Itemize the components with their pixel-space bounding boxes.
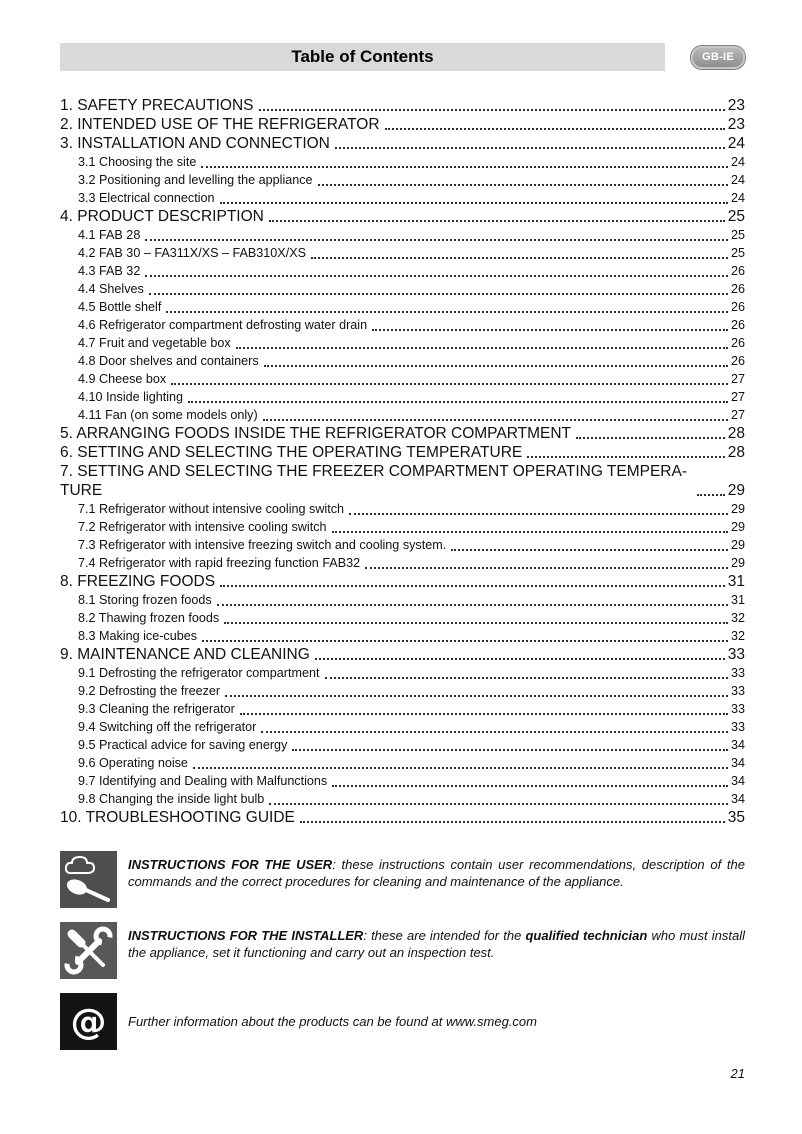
toc-entry-page: 24 [730,191,745,205]
toc-entry-page: 33 [730,702,745,716]
toc-entry-title [60,115,380,134]
toc-entry[interactable] [60,790,745,808]
toc-dot-leader [332,531,728,533]
toc-entry-title [78,334,231,352]
toc-entry[interactable] [60,334,745,352]
toc-entry[interactable] [60,207,745,226]
toc-dot-leader [697,494,725,496]
toc-dot-leader [269,220,725,222]
page-number: 21 [730,1066,745,1081]
toc-entry-title [78,609,219,627]
toc-entry[interactable] [60,298,745,316]
toc-entry-page: 27 [730,390,745,404]
toc-dot-leader [385,128,725,130]
toc-entry[interactable] [60,536,745,554]
toc-entry-number: 9.4 [78,720,96,734]
toc-entry-page: 25 [730,246,745,260]
toc-entry-label: Storing frozen foods [99,593,212,607]
toc-entry-title [78,772,327,790]
toc-entry-page: 29 [727,482,745,499]
toc-entry-number: 7.1 [78,502,96,516]
toc-dot-leader [264,365,728,367]
toc-entry-title [78,518,327,536]
toc-dot-leader [220,202,728,204]
toc-entry-page: 24 [730,173,745,187]
toc-dot-leader [325,677,728,679]
toc-entry-number: 2. [60,116,73,133]
toc-entry-title [78,627,197,645]
svg-text:@: @ [70,1002,107,1043]
toc-entry[interactable] [60,518,745,536]
toc-entry-page: 23 [727,97,745,114]
toc-entry-page: 26 [730,264,745,278]
toc-entry-number: 7.3 [78,538,96,552]
toc-dot-leader [236,347,728,349]
note-installer-body-2: who must install the appliance, set it functioning and carry out an inspection test. [128,928,746,960]
toc-entry-page: 26 [730,300,745,314]
note-user-text [128,851,745,908]
note-further-information [60,993,745,1050]
toc-entry-page: 29 [730,502,745,516]
toc-entry-label: Refrigerator with intensive freezing switch and cooling system. [99,538,447,552]
toc-entry-title [78,664,320,682]
toc-dot-leader [220,585,725,587]
toc-entry-number: 4.7 [78,336,96,350]
toc-entry-label: Defrosting the freezer [99,684,221,698]
toc-entry-label: SAFETY PRECAUTIONS [77,97,254,114]
toc-entry-label: Positioning and levelling the appliance [99,173,313,187]
toc-entry-title [78,153,196,171]
toc-entry-label: PRODUCT DESCRIPTION [77,208,264,225]
toc-entry[interactable] [60,772,745,790]
toc-entry-title [78,171,313,189]
toc-entry[interactable] [60,808,745,827]
toc-entry[interactable] [60,244,745,262]
toc-entry-number: 4.6 [78,318,96,332]
toc-entry-number: 4.11 [78,408,102,422]
toc-entry-number: 9.6 [78,756,96,770]
toc-entry-number: 4.3 [78,264,96,278]
toc-entry-number: 4. [60,208,73,225]
note-installer-body-1: : these are intended for the [363,928,526,943]
toc-entry-number: 4.5 [78,300,96,314]
toc-entry-title [78,189,215,207]
toc-list [60,96,745,827]
toc-entry-number: 9.8 [78,792,96,806]
toc-entry[interactable] [60,664,745,682]
toc-entry-number: 8.2 [78,611,96,625]
toc-entry-page: 27 [730,408,745,422]
toc-entry-page: 27 [730,372,745,386]
toc-entry[interactable] [60,500,745,518]
toc-entry-label: Cheese box [99,372,167,386]
toc-entry[interactable] [60,736,745,754]
toc-entry[interactable] [60,682,745,700]
toc-entry-label: Switching off the refrigerator [99,720,257,734]
at-icon [60,993,117,1050]
toc-entry-number: 4.4 [78,282,96,296]
note-user-instructions [60,851,745,908]
toc-entry-number: 9.7 [78,774,96,788]
toc-entry-number: 3. [60,135,73,152]
toc-dot-leader [292,749,728,751]
toc-entry-label: Cleaning the refrigerator [99,702,235,716]
toc-entry-title [78,244,306,262]
toc-entry[interactable] [60,627,745,645]
toc-entry-page: 33 [730,684,745,698]
toc-entry-label: MAINTENANCE AND CLEANING [77,646,310,663]
toc-entry-label: Making ice-cubes [99,629,198,643]
notes-section [60,851,745,1050]
toc-entry-label: Thawing frozen foods [98,611,220,625]
toc-entry-number: 4.9 [78,372,96,386]
toc-dot-leader [315,658,725,660]
toc-entry-number: 1. [60,97,73,114]
toc-entry-page: 25 [730,228,745,242]
toc-entry-title [78,536,446,554]
toc-dot-leader [300,821,725,823]
toc-entry[interactable] [60,609,745,627]
toc-entry-number: 4.8 [78,354,96,368]
toc-entry[interactable] [60,754,745,772]
toc-entry-number: 4.1 [78,228,96,242]
toc-dot-leader [224,622,728,624]
toc-entry-title [78,718,256,736]
toc-entry-number: 8.3 [78,629,96,643]
toc-entry[interactable] [60,388,745,406]
toc-entry-title [60,96,254,115]
toc-entry-label: Inside lighting [106,390,184,404]
toc-entry-label: Fan (on some models only) [105,408,258,422]
toc-entry-label: SETTING AND SELECTING THE FREEZER COMPARTMENT OPERATING TEMPERATURE [60,463,688,499]
note-installer-heading: INSTRUCTIONS FOR THE INSTALLER [128,928,364,943]
toc-entry[interactable] [60,718,745,736]
toc-entry-title [78,298,161,316]
toc-entry-label: Defrosting the refrigerator compartment [99,666,320,680]
toc-dot-leader [201,166,728,168]
toc-entry-number: 9.5 [78,738,96,752]
toc-dot-leader [527,456,725,458]
toc-entry[interactable] [60,171,745,189]
toc-dot-leader [365,567,728,569]
toc-entry-number: 8. [60,573,73,590]
toc-entry[interactable] [60,96,745,115]
toc-entry[interactable] [60,424,745,443]
toc-entry-page: 26 [730,354,745,368]
toc-entry-page: 32 [730,629,745,643]
toc-entry-page: 23 [727,116,745,133]
toc-entry[interactable] [60,115,745,134]
toc-entry[interactable] [60,153,745,171]
toc-entry-page: 34 [730,738,745,752]
toc-entry-label: Identifying and Dealing with Malfunctions [99,774,328,788]
toc-dot-leader [188,401,728,403]
toc-entry-page: 31 [727,573,745,590]
toc-entry-number: 10. [60,809,82,826]
toc-entry[interactable] [60,443,745,462]
toc-entry-number: 4.2 [78,246,96,260]
note-user-heading: INSTRUCTIONS FOR THE USER [128,857,333,872]
toc-entry-label: Refrigerator with rapid freezing function FAB32 [99,556,361,570]
toc-entry-title [78,316,367,334]
toc-entry-label: Bottle shelf [99,300,162,314]
toc-entry-number: 9.3 [78,702,96,716]
toc-entry-title [78,280,144,298]
toc-entry-title [78,406,258,424]
toc-entry-number: 7.4 [78,556,96,570]
toc-entry[interactable] [60,134,745,153]
toc-entry[interactable] [60,591,745,609]
toc-entry[interactable] [60,262,745,280]
toc-entry-label: ARRANGING FOODS INSIDE THE REFRIGERATOR COMPARTMENT [76,425,571,442]
toc-dot-leader [311,257,728,259]
toc-entry-number: 9.1 [78,666,96,680]
toc-entry-label: SETTING AND SELECTING THE OPERATING TEMPERATURE [77,444,523,461]
toc-entry-page: 24 [730,155,745,169]
page-title: Table of Contents [291,47,434,66]
toc-dot-leader [263,419,728,421]
toc-entry[interactable] [60,462,745,500]
note-installer-emphasis: qualified technician [525,928,648,943]
toc-entry[interactable] [60,406,745,424]
toc-entry[interactable] [60,572,745,591]
toc-entry-title [78,370,166,388]
toc-entry-page: 33 [727,646,745,663]
toc-entry-label: Choosing the site [99,155,197,169]
toc-dot-leader [166,311,728,313]
toc-entry-label: FREEZING FOODS [77,573,216,590]
toc-dot-leader [193,767,728,769]
toc-dot-leader [145,275,728,277]
toc-dot-leader [576,437,725,439]
toc-entry-page: 31 [730,593,745,607]
toc-entry-label: Changing the inside light bulb [99,792,265,806]
toc-entry-title [78,500,344,518]
toc-entry[interactable] [60,352,745,370]
toc-entry-label: FAB 30 – FA311X/XS – FAB310X/XS [99,246,307,260]
toc-dot-leader [149,293,728,295]
toc-dot-leader [261,731,728,733]
toc-entry-number: 6. [60,444,73,461]
toc-entry-title [60,424,571,443]
toc-entry-page: 33 [730,720,745,734]
toc-entry-page: 35 [727,809,745,826]
toc-entry-label: Operating noise [99,756,188,770]
toc-entry-label: Refrigerator without intensive cooling switch [99,502,345,516]
note-user-body: : these instructions contain user recommendations, description of the commands and the correct procedures for cleaning and maintenance of the appliance. [128,857,745,889]
toc-entry-page: 26 [730,336,745,350]
toc-dot-leader [451,549,728,551]
toc-entry-page: 26 [730,282,745,296]
toc-dot-leader [202,640,728,642]
toc-entry[interactable] [60,370,745,388]
toc-entry-label: Shelves [99,282,144,296]
toc-entry-page: 24 [727,135,745,152]
toc-dot-leader [225,695,728,697]
toc-entry[interactable] [60,554,745,572]
toc-entry-number: 3.3 [78,191,96,205]
toc-entry-page: 33 [730,666,745,680]
note-installer-text [128,922,745,979]
toc-entry-title [60,808,295,827]
toc-entry[interactable] [60,700,745,718]
toc-entry-title [78,262,140,280]
header [60,43,745,71]
toc-entry-title [78,388,183,406]
toc-dot-leader [349,513,728,515]
toc-entry-page: 29 [730,556,745,570]
toc-entry-title [60,443,522,462]
toc-dot-leader [171,383,728,385]
toc-entry-label: TROUBLESHOOTING GUIDE [85,809,295,826]
toc-entry[interactable] [60,280,745,298]
toc-entry-label: INSTALLATION AND CONNECTION [77,135,330,152]
toc-dot-leader [332,785,728,787]
toc-entry-number: 7. [60,463,73,480]
toc-entry-title [60,572,215,591]
toc-entry-title [78,226,140,244]
spoon-steam-icon [60,851,117,908]
toc-entry-page: 26 [730,318,745,332]
toc-entry-number: 3.2 [78,173,96,187]
note-further-text [128,993,745,1050]
toc-entry-title [78,736,287,754]
toc-dot-leader [372,329,728,331]
toc-dot-leader [217,604,728,606]
toc-entry-page: 34 [730,756,745,770]
toc-entry-title [60,645,310,664]
toc-entry-number: 8.1 [78,593,96,607]
toc-entry-title [60,134,330,153]
toc-entry-title [78,790,264,808]
toc-entry-number: 9.2 [78,684,96,698]
toc-dot-leader [318,184,728,186]
toc-entry[interactable] [60,189,745,207]
toc-dot-leader [269,803,728,805]
toc-dot-leader [145,239,728,241]
note-installer-instructions [60,922,745,979]
toc-entry-label: Refrigerator with intensive cooling switch [99,520,327,534]
toc-entry-number: 4.10 [78,390,103,404]
toc-entry-number: 9. [60,646,73,663]
toc-entry-title [60,462,692,500]
toc-entry-label: FAB 28 [99,228,141,242]
toc-entry-title [78,682,220,700]
toc-entry-page: 28 [727,444,745,461]
toc-entry-number: 3.1 [78,155,96,169]
toc-entry-page: 28 [727,425,745,442]
toc-entry-page: 25 [727,208,745,225]
toc-entry-label: Fruit and vegetable box [99,336,231,350]
toc-entry-title [78,352,259,370]
toc-entry-label: INTENDED USE OF THE REFRIGERATOR [77,116,380,133]
toc-entry-page: 29 [730,520,745,534]
language-badge: GB-IE [691,46,745,69]
toc-dot-leader [259,109,725,111]
toc-entry[interactable] [60,226,745,244]
toc-entry-label: FAB 32 [99,264,141,278]
toc-dot-leader [335,147,725,149]
toc-dot-leader [240,713,728,715]
toc-entry-page: 34 [730,774,745,788]
title-bar [60,43,665,71]
toc-entry-title [78,754,188,772]
toc-entry-label: Electrical connection [99,191,215,205]
toc-entry-page: 29 [730,538,745,552]
toc-entry-title [78,554,360,572]
toc-entry-label: Door shelves and containers [99,354,259,368]
note-further-body: Further information about the products can be found at www.smeg.com [128,1014,537,1029]
toc-entry-page: 32 [730,611,745,625]
toc-entry[interactable] [60,645,745,664]
toc-entry-number: 7.2 [78,520,96,534]
crossed-tools-icon [60,922,117,979]
toc-entry-label: Practical advice for saving energy [99,738,288,752]
toc-entry-label: Refrigerator compartment defrosting water drain [99,318,368,332]
toc-entry-number: 5. [60,425,73,442]
toc-entry-title [78,700,235,718]
toc-entry[interactable] [60,316,745,334]
toc-entry-title [78,591,212,609]
toc-entry-title [60,207,264,226]
toc-entry-page: 34 [730,792,745,806]
